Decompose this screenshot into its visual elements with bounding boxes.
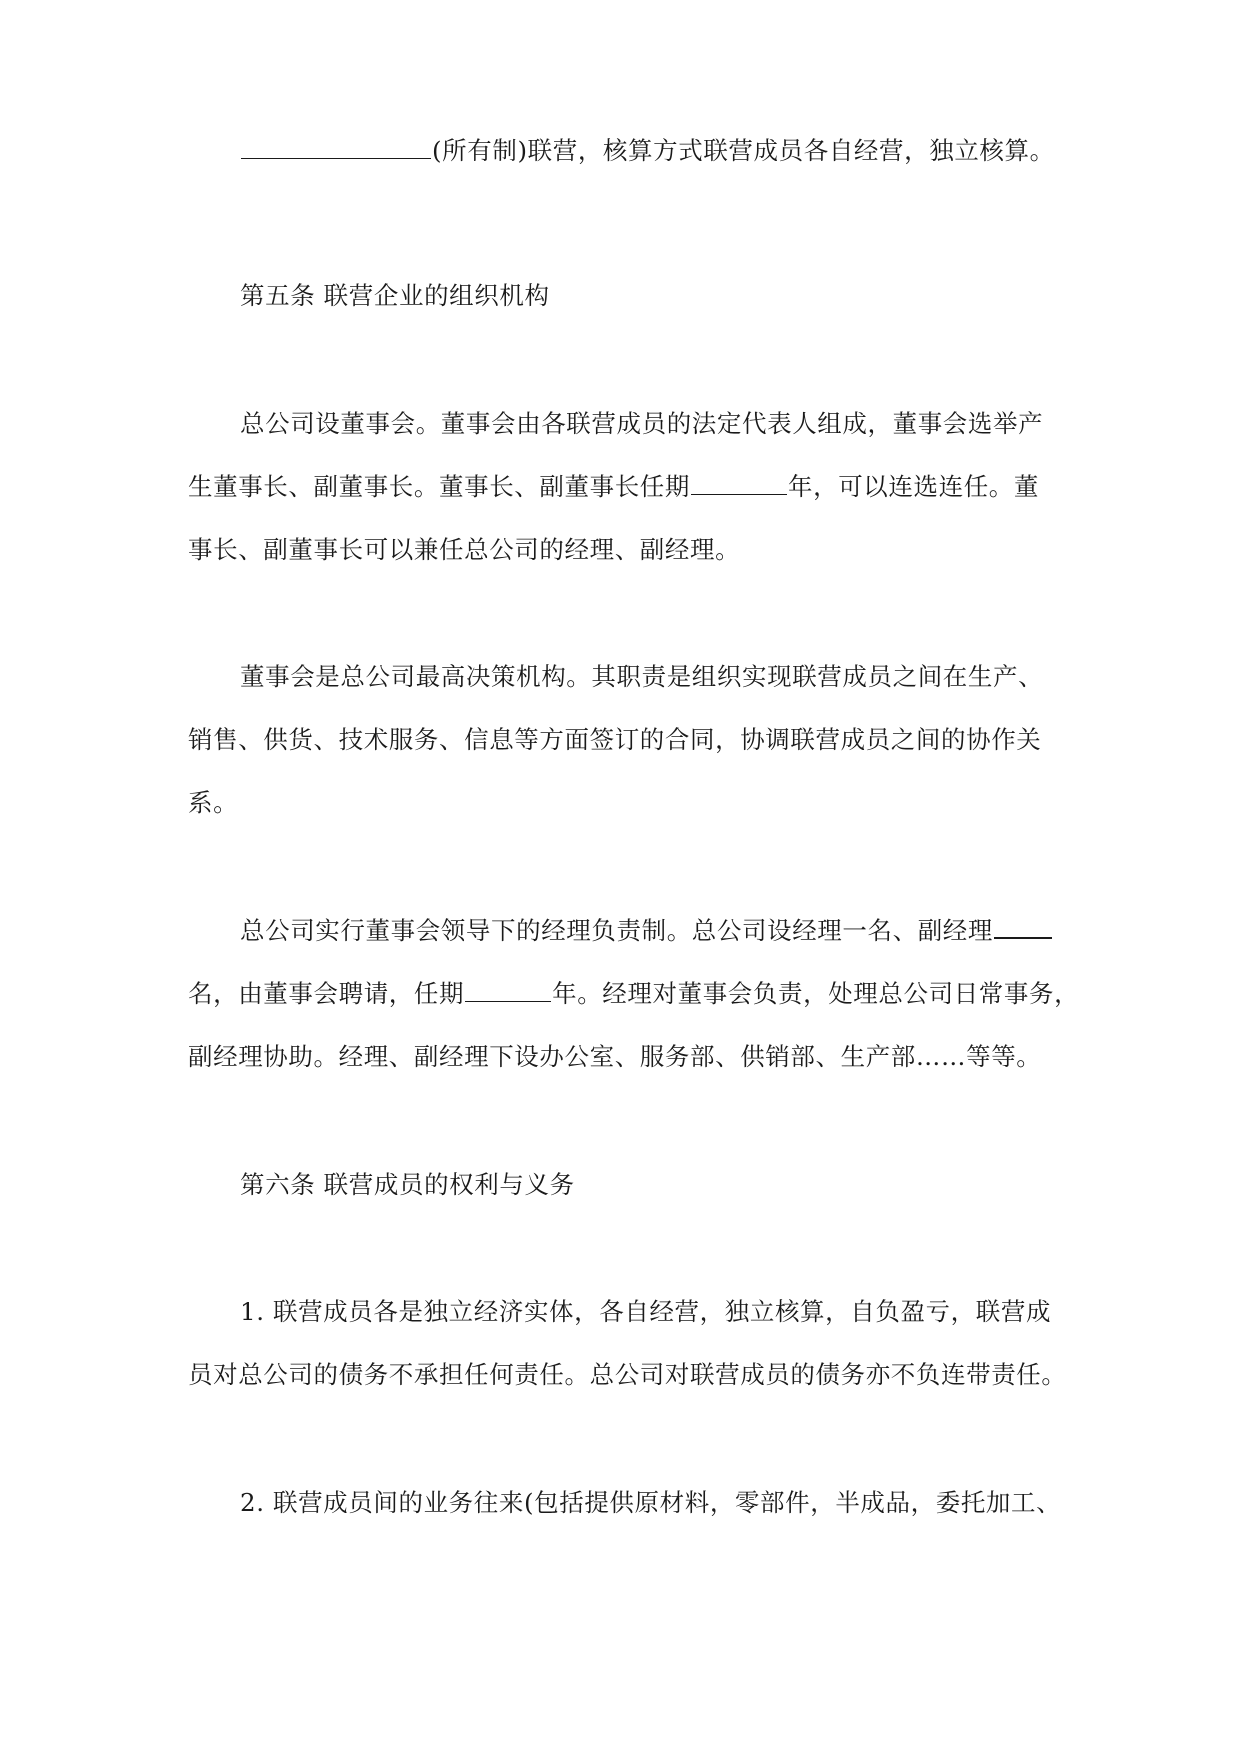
line-text: 总公司实行董事会领导下的经理负责制。总公司设经理一名、副经理 bbox=[240, 916, 993, 945]
paragraph-manager-line-3 bbox=[188, 1040, 1041, 1074]
article-heading-5 bbox=[240, 279, 550, 313]
line-text: 1. 联营成员各是独立经济实体，各自经营，独立核算，自负盈亏，联营成 bbox=[240, 1297, 1052, 1326]
paragraph-duties-line-2 bbox=[188, 723, 1041, 757]
line-text: 年，可以连选连任。董 bbox=[788, 472, 1039, 501]
line-text: 名，由董事会聘请，任期 bbox=[188, 979, 465, 1008]
paragraph-board-line-2 bbox=[188, 470, 1039, 504]
line-text: 生董事长、副董事长。董事长、副董事长任期 bbox=[188, 472, 690, 501]
paragraph-manager-line-2 bbox=[188, 977, 1079, 1011]
line-text: 2. 联营成员间的业务往来(包括提供原材料，零部件，半成品，委托加工、 bbox=[240, 1488, 1062, 1517]
item-1-line-1 bbox=[240, 1295, 1051, 1329]
paragraph-duties-line-3 bbox=[188, 786, 238, 820]
line-text: 销售、供货、技术服务、信息等方面签订的合同，协调联营成员之间的协作关 bbox=[188, 725, 1042, 754]
line-text: 事长、副董事长可以兼任总公司的经理、副经理。 bbox=[188, 535, 741, 564]
fill-in-blank-manager-term bbox=[465, 979, 551, 1002]
heading-text: 第六条 联营成员的权利与义务 bbox=[240, 1170, 575, 1199]
line-text: 年。经理对董事会负责，处理总公司日常事务， bbox=[552, 979, 1080, 1008]
line-text: 员对总公司的债务不承担任何责任。总公司对联营成员的债务亦不负连带责任。 bbox=[188, 1360, 1067, 1389]
text-line-ownership bbox=[240, 134, 1055, 168]
fill-in-blank-ownership bbox=[241, 136, 431, 159]
paragraph-board-line-3 bbox=[188, 533, 740, 567]
heading-text: 第五条 联营企业的组织机构 bbox=[240, 281, 550, 310]
paragraph-board-line-1 bbox=[240, 407, 1043, 441]
line-text: (所有制)联营，核算方式联营成员各自经营，独立核算。 bbox=[432, 136, 1055, 165]
line-text: 董事会是总公司最高决策机构。其职责是组织实现联营成员之间在生产、 bbox=[240, 662, 1044, 691]
article-heading-6 bbox=[240, 1168, 575, 1202]
paragraph-duties-line-1 bbox=[240, 660, 1043, 694]
paragraph-manager-line-1 bbox=[240, 914, 1053, 948]
item-1-line-2 bbox=[188, 1358, 1067, 1392]
fill-in-blank-deputy-count bbox=[994, 915, 1052, 939]
line-text: 系。 bbox=[188, 788, 239, 817]
line-text: 总公司设董事会。董事会由各联营成员的法定代表人组成，董事会选举产 bbox=[240, 409, 1044, 438]
fill-in-blank-term-years bbox=[691, 472, 787, 495]
item-2-line-1 bbox=[240, 1486, 1061, 1520]
line-text: 副经理协助。经理、副经理下设办公室、服务部、供销部、生产部……等等。 bbox=[188, 1042, 1042, 1071]
